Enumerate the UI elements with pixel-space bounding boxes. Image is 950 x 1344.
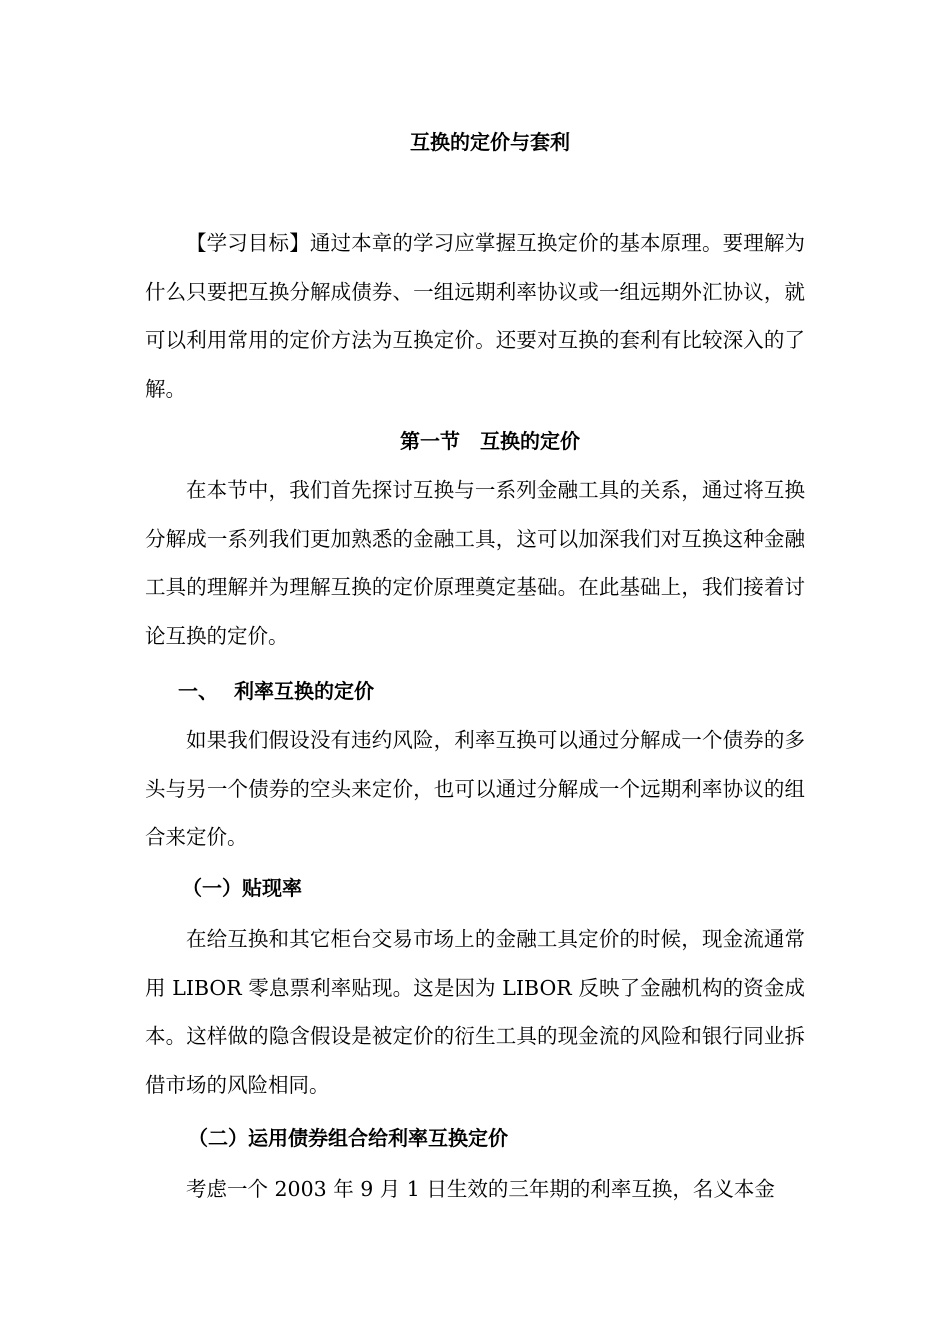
part-number: 一、 [178, 679, 218, 703]
section-intro-paragraph: 在本节中，我们首先探讨互换与一系列金融工具的关系，通过将互换分解成一系列我们更加熟悉的金融工具，这可以加深我们对互换这种金融工具的理解并为理解互换的定价原理奠定基础。在此基础上，我们接着讨论互换的定价。 [145, 478, 805, 648]
bond-pricing-paragraph: 考虑一个 2003 年 9 月 1 日生效的三年期的利率互换，名义本金 [186, 1177, 775, 1201]
discount-rate-paragraph: 在给互换和其它柜台交易市场上的金融工具定价的时候，现金流通常用 LIBOR 零息票利率贴现。这是因为 LIBOR 反映了金融机构的资金成本。这样做的隐含假设是被定价的衍生工具的现金流的风险和银行同业拆借市场的风险相同。 [145, 927, 805, 1097]
section-title: 第一节 互换的定价 [400, 429, 580, 453]
document-title: 互换的定价与套利 [410, 130, 570, 154]
learning-objectives-paragraph: 【学习目标】通过本章的学习应掌握互换定价的基本原理。要理解为什么只要把互换分解成债券、一组远期利率协议或一组远期外汇协议，就可以利用常用的定价方法为互换定价。还要对互换的套利有比较深入的了解。 [145, 231, 805, 401]
subsection-title-bond-pricing: （二）运用债券组合给利率互换定价 [188, 1126, 508, 1150]
part-intro-paragraph: 如果我们假设没有违约风险，利率互换可以通过分解成一个债券的多头与另一个债券的空头来定价，也可以通过分解成一个远期利率协议的组合来定价。 [145, 728, 805, 849]
subsection-title-discount-rate: （一）贴现率 [182, 876, 302, 900]
part-title: 利率互换的定价 [234, 679, 374, 703]
